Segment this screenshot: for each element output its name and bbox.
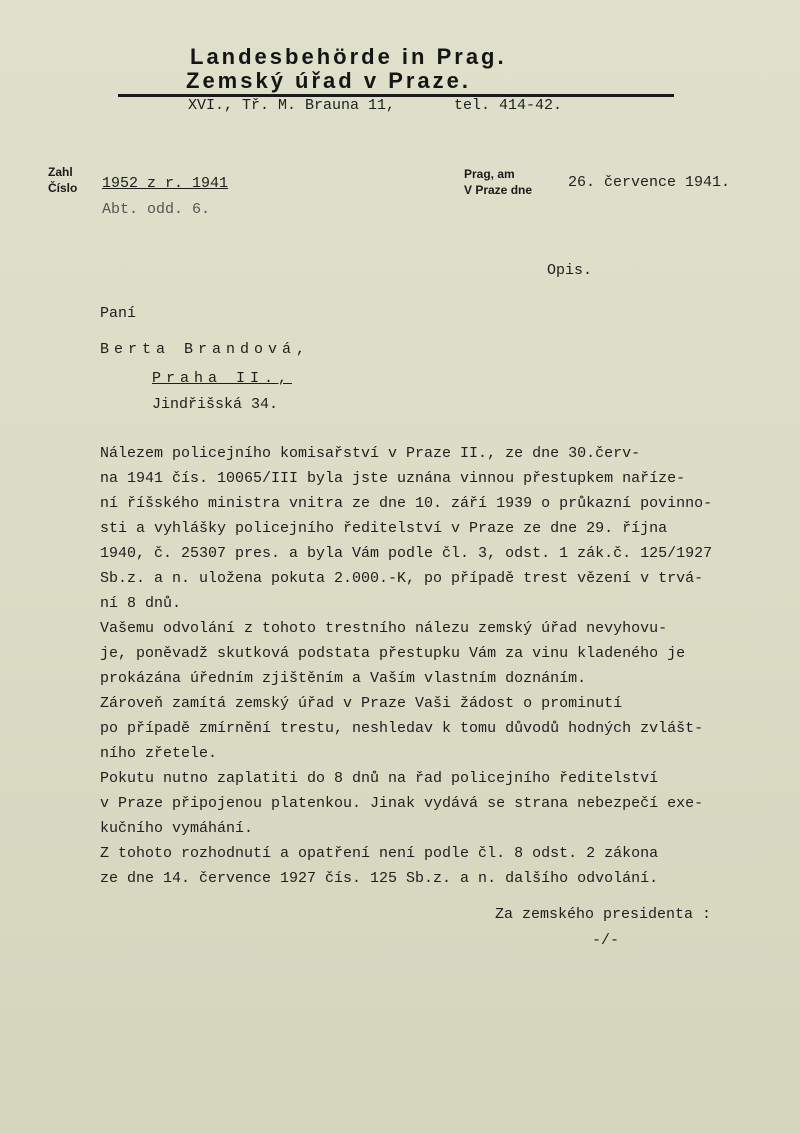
- recipient-name: Berta Brandová,: [100, 341, 311, 358]
- letterhead-title-cz: Zemský úřad v Praze.: [186, 68, 472, 93]
- body-line: je, poněvadž skutková podstata přestupku Vám za vinu kladeného je: [100, 645, 686, 662]
- date-label-cz: V Praze dne: [464, 183, 533, 197]
- body-line: ního zřetele.: [100, 745, 218, 762]
- signature-mark: -/-: [592, 932, 620, 949]
- body-line: ze dne 14. července 1927 čís. 125 Sb.z. a n. dalšího odvolání.: [100, 870, 659, 887]
- body-line: Vašemu odvolání z tohoto trestního nálezu zemský úřad nevyhovu-: [100, 620, 668, 637]
- letterhead-title-de: Landesbehörde in Prag.: [190, 44, 507, 69]
- body-line: Pokutu nutno zaplatiti do 8 dnů na řad policejního ředitelství: [100, 770, 659, 787]
- body-line: sti a vyhlášky policejního ředitelství v Praze ze dne 29. října: [100, 520, 668, 537]
- ref-number: 1952 z r. 1941: [102, 175, 229, 192]
- body-line: ní říšského ministra vnitra ze dne 10. září 1939 o průkazní povinno-: [100, 495, 713, 512]
- body-line: ní 8 dnů.: [100, 595, 182, 612]
- date-value: 26. července 1941.: [568, 174, 731, 191]
- copy-label: Opis.: [547, 262, 593, 279]
- body-line: kučního vymáhání.: [100, 820, 254, 837]
- body-line: v Praze připojenou platenkou. Jinak vydává se strana nebezpečí exe-: [100, 795, 704, 812]
- ref-label-cz: Číslo: [48, 181, 78, 195]
- closing-line: Za zemského presidenta :: [495, 906, 712, 923]
- body-line: po případě zmírnění trestu, neshledav k tomu důvodů hodných zvlášt-: [100, 720, 704, 737]
- body-line: 1940, č. 25307 pres. a byla Vám podle čl. 3, odst. 1 zák.č. 125/1927: [100, 545, 713, 562]
- letterhead-phone: tel. 414-42.: [454, 97, 563, 114]
- recipient-city: Praha II.,: [152, 370, 293, 387]
- recipient-street: Jindřišská 34.: [152, 396, 279, 413]
- body-line: Zároveň zamítá zemský úřad v Praze Vaši žádost o prominutí: [100, 695, 623, 712]
- letterhead-address: XVI., Tř. M. Brauna 11,: [188, 97, 396, 114]
- body-line: Sb.z. a n. uložena pokuta 2.000.-K, po případě trest vězení v trvá-: [100, 570, 704, 587]
- date-label-de: Prag, am: [464, 167, 515, 181]
- ref-department: Abt. odd. 6.: [102, 201, 211, 218]
- body-line: Nálezem policejního komisařství v Praze II., ze dne 30.červ-: [100, 445, 641, 462]
- body-line: Z tohoto rozhodnutí a opatření není podle čl. 8 odst. 2 zákona: [100, 845, 659, 862]
- body-line: prokázána úředním zjištěním a Vaším vlastním doznáním.: [100, 670, 587, 687]
- recipient-salutation: Paní: [100, 305, 137, 322]
- body-line: na 1941 čís. 10065/III byla jste uznána vinnou přestupkem naříze-: [100, 470, 686, 487]
- ref-label-de: Zahl: [48, 165, 73, 179]
